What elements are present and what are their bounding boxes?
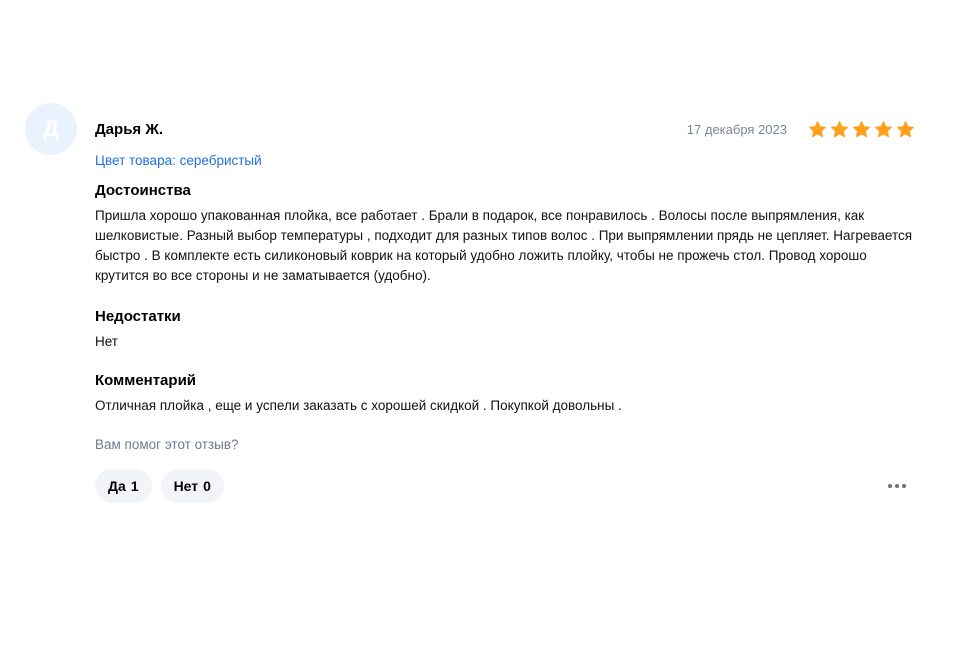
star-icon: [808, 120, 827, 139]
star-icon: [874, 120, 893, 139]
vote-yes-label: Да: [108, 478, 126, 494]
review-meta: [687, 120, 915, 139]
vote-yes-button[interactable]: [95, 469, 152, 503]
pros-text: Пришла хорошо упакованная плойка, все работает . Брали в подарок, все понравилось . Волосы после выпрямления, как шелковистые. Разный выбор температуры , подходит для разных типов волос . При выпрямлении прядь не цепляет. Нагревается быстро . В комплекте есть силиконовый коврик на который удобно ложить плойку, чтобы не прожечь стол. Провод хорошо крутится во все стороны и не заматывается (удобно).: [95, 208, 913, 283]
comment-section: [95, 372, 915, 416]
star-icon: [896, 120, 915, 139]
helpful-question: Вам помог этот отзыв?: [95, 437, 239, 452]
cons-title: Недостатки: [95, 308, 181, 325]
review-header: [95, 116, 915, 142]
cons-section: [95, 308, 915, 352]
vote-no-button[interactable]: [161, 469, 224, 503]
review-card: [95, 116, 915, 503]
vote-buttons: [95, 469, 233, 503]
cons-text: Нет: [95, 334, 118, 349]
review-date: 17 декабря 2023: [686, 121, 787, 137]
avatar: [25, 103, 77, 155]
more-horizontal-icon[interactable]: [883, 476, 911, 496]
vote-yes-count: 1: [130, 478, 139, 494]
author-name: Дарья Ж.: [95, 120, 164, 138]
vote-row: [95, 469, 915, 503]
rating-stars: [805, 120, 915, 139]
star-icon: [852, 120, 871, 139]
vote-no-count: 0: [203, 478, 211, 494]
pros-title: Достоинства: [95, 182, 191, 199]
comment-text: Отличная плойка , еще и успели заказать с хорошей скидкой . Покупкой довольны .: [95, 398, 622, 413]
star-icon: [830, 120, 849, 139]
comment-title: Комментарий: [95, 372, 197, 389]
vote-no-label: Нет: [173, 478, 199, 494]
avatar-letter: Д: [43, 116, 59, 141]
product-variant-link[interactable]: Цвет товара: серебристый: [95, 153, 262, 168]
pros-section: [95, 182, 915, 286]
